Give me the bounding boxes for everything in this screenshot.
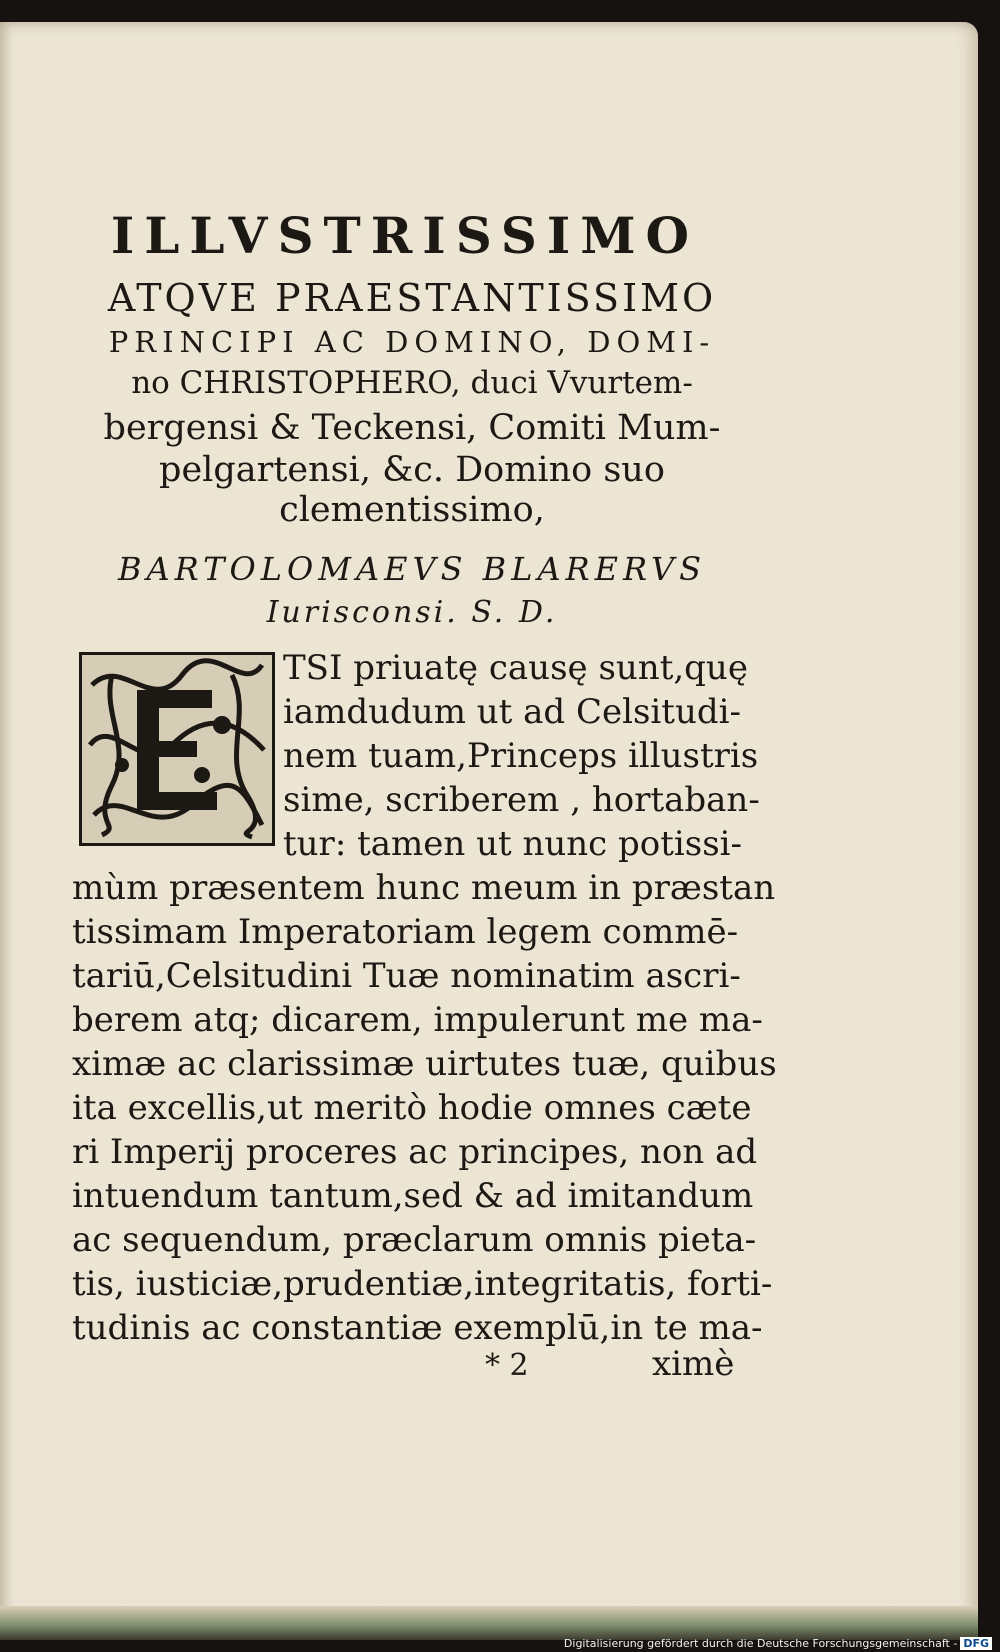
body-line: tudinis ac constantiæ exemplū,in te ma- bbox=[72, 1308, 763, 1348]
body-line: TSI priuatę causę sunt,quę bbox=[283, 648, 748, 688]
body-line: mùm præsentem hunc meum in præstan bbox=[72, 868, 776, 908]
digitization-credit bbox=[564, 1637, 992, 1650]
salutation-author: BARTOLOMAEVS BLARERVS bbox=[118, 550, 706, 588]
catchword: ximè bbox=[652, 1344, 735, 1384]
body-line: tis, iusticiæ,prudentiæ,integritatis, forti- bbox=[72, 1264, 773, 1304]
heading-line-1: ILLVSTRISSIMO bbox=[110, 206, 700, 265]
body-line: tissimam Imperatoriam legem commē- bbox=[72, 912, 739, 952]
page-bottom-edge bbox=[0, 1606, 978, 1640]
body-line: ac sequendum, præclarum omnis pieta- bbox=[72, 1220, 757, 1260]
body-line: berem atq; dicarem, impulerunt me ma- bbox=[72, 1000, 763, 1040]
body-line: nem tuam,Princeps illustris bbox=[283, 736, 759, 776]
body-line: tariū,Celsitudini Tuæ nominatim ascri- bbox=[72, 956, 741, 996]
salutation-greeting: Iurisconsi. S. D. bbox=[266, 595, 558, 630]
ornament-woodcut-icon bbox=[82, 655, 272, 843]
body-line: ximæ ac clarissimæ uirtutes tuæ, quibus bbox=[72, 1044, 777, 1084]
heading-line-3: PRINCIPI AC DOMINO, DOMI- bbox=[108, 325, 716, 359]
body-line: ita excellis,ut meritò hodie omnes cæte bbox=[72, 1088, 752, 1128]
heading-line-2: ATQVE PRAESTANTISSIMO bbox=[107, 276, 717, 320]
dfg-logo: DFG bbox=[960, 1637, 992, 1650]
body-line: sime, scriberem , hortaban- bbox=[283, 780, 760, 820]
credit-text: Digitalisierung gefördert durch die Deutsche Forschungsgemeinschaft - bbox=[563, 1637, 958, 1650]
heading-line-6: pelgartensi, &c. Domino suo bbox=[159, 450, 665, 490]
body-line: iamdudum ut ad Celsitudi- bbox=[283, 692, 741, 732]
signature-mark: * 2 bbox=[485, 1348, 529, 1383]
body-line: tur: tamen ut nunc potissi- bbox=[283, 824, 743, 864]
heading-line-4: no CHRISTOPHERO, duci Vvurtem- bbox=[131, 365, 693, 401]
heading-line-5: bergensi & Teckensi, Comiti Mum- bbox=[103, 408, 721, 448]
body-line: intuendum tantum,sed & ad imitandum bbox=[72, 1176, 754, 1216]
decorated-initial-e bbox=[79, 652, 275, 846]
heading-line-7: clementissimo, bbox=[279, 490, 545, 530]
body-line: ri Imperij proceres ac principes, non ad bbox=[72, 1132, 758, 1172]
